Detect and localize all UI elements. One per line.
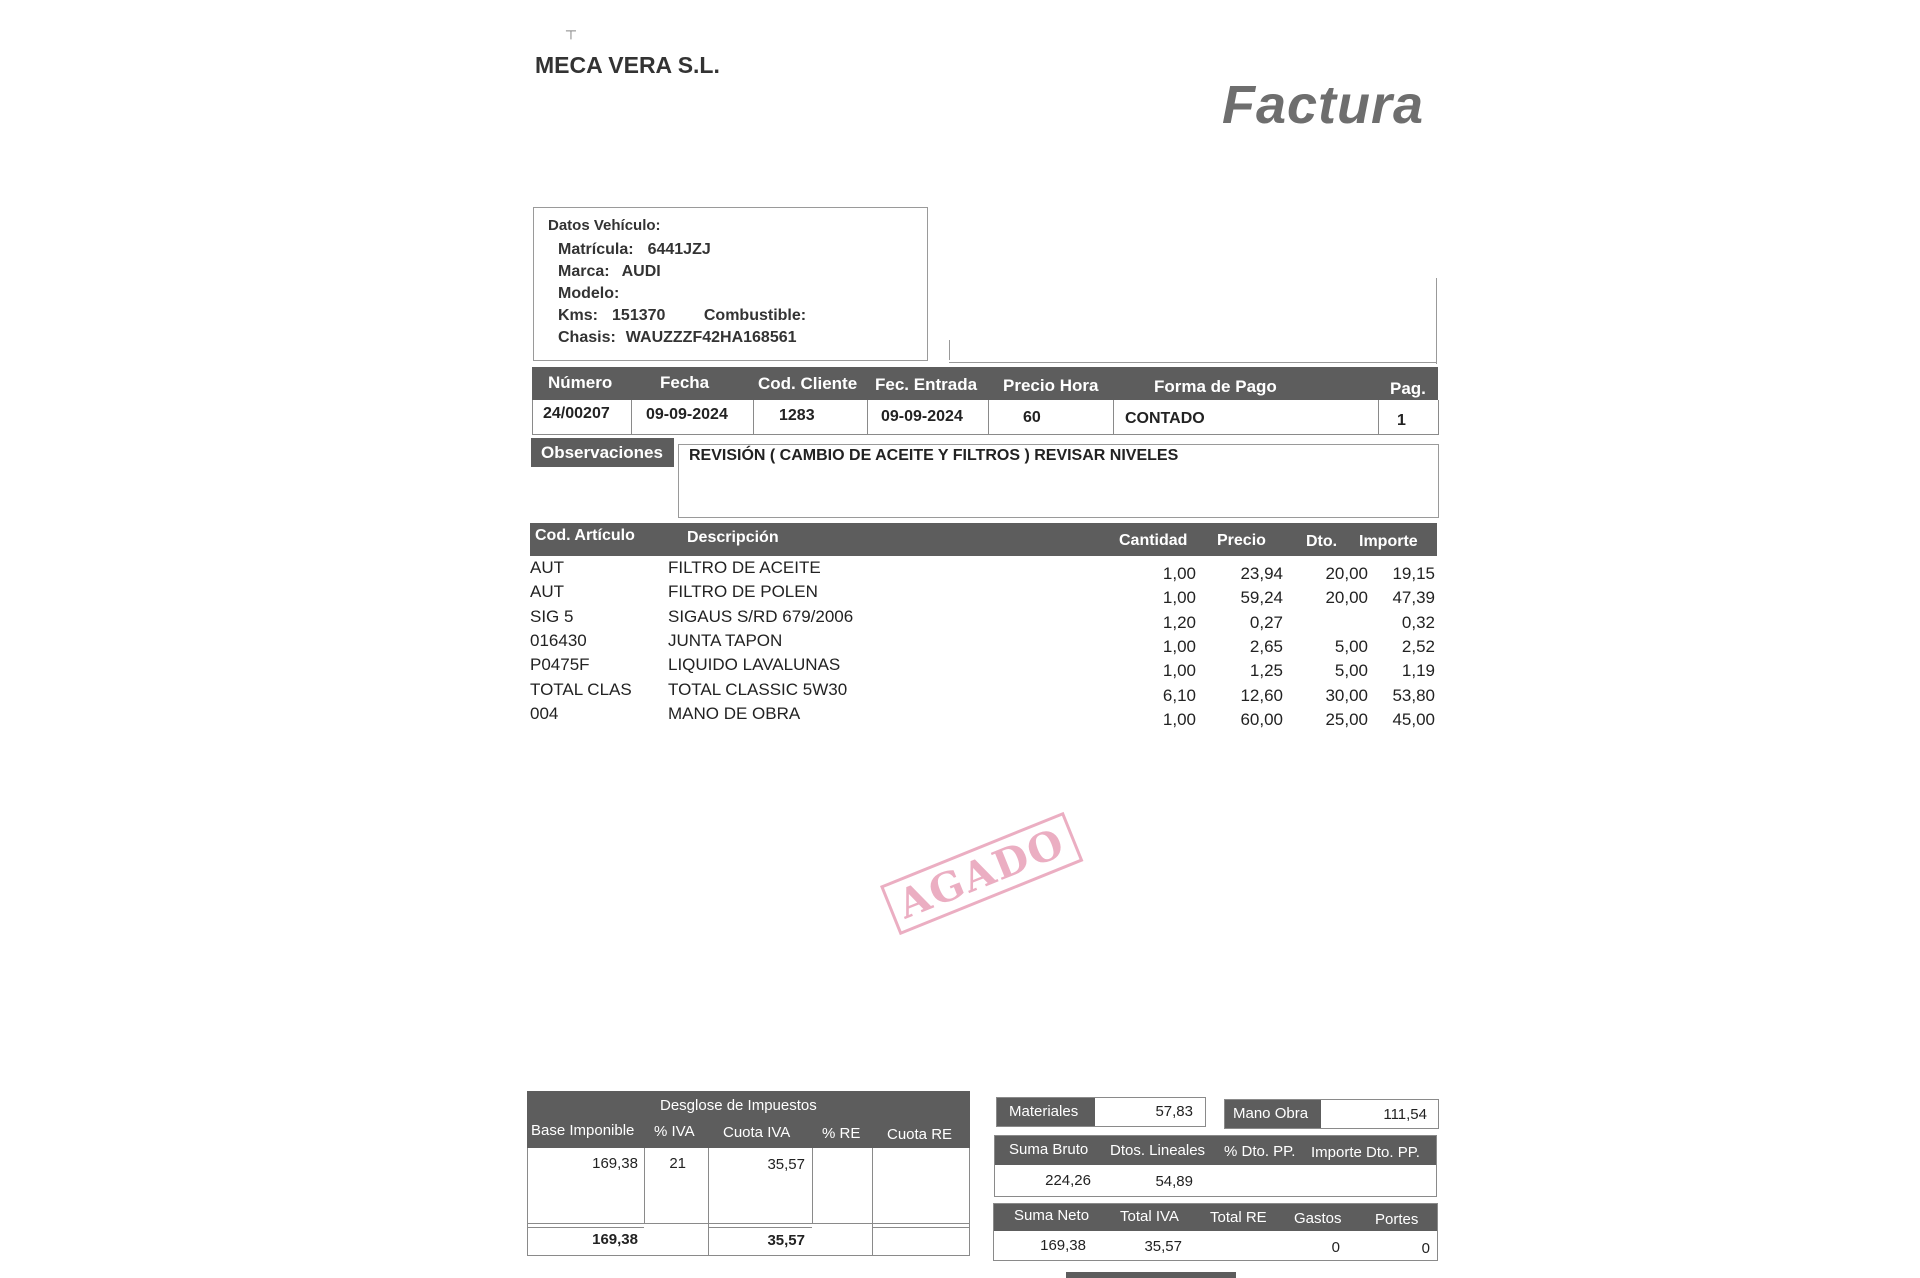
kms-value: 151370: [612, 307, 666, 324]
item-description: TOTAL CLASSIC 5W30: [668, 679, 848, 699]
date-header: Fecha: [660, 373, 710, 392]
item-row: [530, 680, 1440, 704]
item-row: [530, 607, 1440, 631]
item-quantity: 1,00: [1162, 709, 1196, 729]
items-list: [530, 558, 1440, 738]
item-discount: 30,00: [1325, 685, 1368, 705]
item-price: 60,00: [1240, 709, 1283, 729]
tax-breakdown-body: [527, 1148, 970, 1256]
brand-label: Marca:: [558, 263, 610, 280]
item-quantity: 1,00: [1162, 636, 1196, 656]
entry-date: 09-09-2024: [881, 408, 963, 425]
document-title: Factura: [1222, 75, 1425, 135]
observations-box: [678, 444, 1439, 518]
tax-breakdown-header: [527, 1091, 970, 1148]
total-vat-value: 35,57: [1144, 1238, 1182, 1255]
item-description: FILTRO DE POLEN: [668, 582, 818, 602]
tax-breakdown-title: Desglose de Impuestos: [660, 1097, 817, 1114]
item-row: [530, 558, 1440, 582]
client-code-header: Cod. Cliente: [758, 374, 858, 393]
vat-amount-total: 35,57: [767, 1232, 805, 1249]
item-code: SIG 5: [530, 606, 574, 626]
observations-text: REVISIÓN ( CAMBIO DE ACEITE Y FILTROS ) REVISAR NIVELES: [689, 447, 1179, 464]
item-quantity: 1,20: [1162, 612, 1196, 632]
vat-amount-value: 35,57: [767, 1156, 805, 1173]
tax-base-value: 169,38: [592, 1155, 638, 1172]
item-price: 0,27: [1249, 612, 1283, 632]
item-code-header: Cod. Artículo: [535, 527, 635, 544]
net-sum-value: 169,38: [1040, 1237, 1086, 1254]
vehicle-kms-row: [558, 307, 816, 325]
model-label: Modelo:: [558, 285, 620, 302]
hour-price: 60: [1023, 409, 1041, 426]
shipping-value: 0: [1421, 1240, 1430, 1257]
item-amount: 0,32: [1401, 612, 1435, 632]
item-price: 1,25: [1249, 661, 1283, 681]
item-amount: 53,80: [1392, 685, 1435, 705]
tax-base-total: 169,38: [592, 1231, 638, 1248]
price-header: Precio: [1217, 532, 1266, 549]
item-quantity: 1,00: [1162, 588, 1196, 608]
invoice-header-labels: [532, 367, 1438, 400]
item-description: MANO DE OBRA: [668, 703, 801, 723]
materials-label: Materiales: [1009, 1103, 1079, 1120]
client-box-right-edge: [1436, 278, 1438, 364]
item-price: 12,60: [1240, 685, 1283, 705]
item-code: TOTAL CLAS: [530, 679, 632, 699]
quantity-header: Cantidad: [1119, 532, 1188, 549]
item-price: 2,65: [1249, 636, 1283, 656]
item-quantity: 6,10: [1162, 685, 1196, 705]
item-amount: 47,39: [1392, 588, 1435, 608]
client-code: 1283: [779, 407, 815, 424]
line-discounts-value: 54,89: [1155, 1173, 1193, 1190]
scan-mark: ┬: [566, 22, 576, 38]
vat-rate-label: % IVA: [654, 1123, 695, 1140]
item-discount: 5,00: [1334, 661, 1368, 681]
expenses-value: 0: [1331, 1239, 1340, 1256]
labor-value: 111,54: [1383, 1106, 1427, 1123]
item-code: 004: [530, 703, 559, 723]
plate-label: Matrícula:: [558, 241, 634, 258]
gross-sum-label: Suma Bruto: [1009, 1141, 1089, 1158]
payment-method: CONTADO: [1125, 410, 1205, 427]
shipping-label: Portes: [1375, 1211, 1419, 1228]
net-summary-box: [993, 1203, 1438, 1261]
items-header-bar: [530, 523, 1437, 556]
tax-base-label: Base Imponible: [531, 1122, 635, 1139]
plate-value: 6441JZJ: [647, 241, 711, 258]
total-vat-label: Total IVA: [1120, 1208, 1179, 1225]
observations-label-bar: [531, 438, 674, 467]
item-description: FILTRO DE ACEITE: [668, 558, 821, 577]
gross-summary-box: [994, 1135, 1437, 1197]
hour-price-header: Precio Hora: [1003, 376, 1099, 395]
net-sum-label: Suma Neto: [1014, 1207, 1090, 1224]
item-row: [530, 582, 1440, 606]
item-row: [530, 655, 1440, 679]
item-description: LIQUIDO LAVALUNAS: [668, 655, 841, 675]
next-section-bar: [1066, 1272, 1236, 1278]
observations-label: Observaciones: [541, 443, 663, 462]
labor-box: [1224, 1099, 1439, 1129]
item-row: [530, 704, 1440, 728]
brand-value: AUDI: [621, 263, 661, 280]
amount-header: Importe: [1359, 533, 1418, 550]
re-rate-label: % RE: [822, 1125, 861, 1142]
client-box-bottom-edge: [949, 362, 1437, 363]
chassis-label: Chasis:: [558, 329, 616, 346]
invoice-number: 24/00207: [543, 405, 610, 422]
paid-stamp: AGADO: [880, 812, 1083, 935]
vehicle-brand-row: [558, 263, 661, 281]
item-code: P0475F: [530, 655, 590, 675]
kms-label: Kms:: [558, 307, 599, 324]
payment-method-header: Forma de Pago: [1154, 377, 1277, 396]
expenses-label: Gastos: [1294, 1210, 1342, 1227]
vat-amount-label: Cuota IVA: [723, 1124, 791, 1141]
item-discount: 20,00: [1325, 588, 1368, 608]
materials-box: [996, 1097, 1206, 1127]
item-row: [530, 631, 1440, 655]
item-amount: 19,15: [1392, 564, 1435, 583]
vat-rate-value: 21: [669, 1155, 686, 1172]
chassis-value: WAUZZZF42HA168561: [625, 329, 797, 346]
pp-discount-amount-label: Importe Dto. PP.: [1311, 1144, 1420, 1161]
item-code: AUT: [530, 582, 564, 602]
item-amount: 2,52: [1401, 636, 1435, 656]
vehicle-data-header: Datos Vehículo:: [548, 217, 661, 234]
discount-header: Dto.: [1306, 533, 1338, 550]
vehicle-plate-row: [558, 241, 711, 259]
vehicle-model-row: [558, 285, 629, 303]
vehicle-data-box: [533, 207, 928, 361]
item-quantity: 1,00: [1162, 564, 1196, 583]
company-name: MECA VERA S.L.: [535, 52, 720, 78]
item-code: 016430: [530, 630, 587, 650]
item-quantity: 1,00: [1162, 661, 1196, 681]
entry-date-header: Fec. Entrada: [875, 375, 978, 394]
number-header: Número: [548, 373, 613, 392]
page-number: 1: [1397, 412, 1406, 429]
item-discount: 5,00: [1334, 636, 1368, 656]
item-discount: 25,00: [1325, 709, 1368, 729]
item-code: AUT: [530, 558, 564, 577]
item-amount: 1,19: [1401, 661, 1435, 681]
fuel-label: Combustible:: [703, 307, 807, 324]
invoice-date: 09-09-2024: [646, 406, 728, 423]
invoice-values-row: [532, 400, 1439, 435]
description-header: Descripción: [687, 529, 779, 546]
item-amount: 45,00: [1392, 709, 1435, 729]
item-price: 59,24: [1240, 588, 1283, 608]
gross-sum-value: 224,26: [1045, 1172, 1091, 1189]
labor-label: Mano Obra: [1233, 1105, 1309, 1122]
item-price: 23,94: [1240, 564, 1283, 583]
materials-value: 57,83: [1155, 1103, 1193, 1120]
vehicle-chassis-row: [558, 329, 797, 347]
page-header: Pag.: [1390, 379, 1426, 398]
item-discount: 20,00: [1325, 564, 1368, 583]
item-description: SIGAUS S/RD 679/2006: [668, 606, 854, 626]
re-amount-label: Cuota RE: [887, 1126, 953, 1143]
client-box-left-edge: [949, 340, 953, 360]
line-discounts-label: Dtos. Lineales: [1110, 1142, 1206, 1159]
pp-discount-rate-label: % Dto. PP.: [1224, 1143, 1296, 1160]
total-re-label: Total RE: [1210, 1209, 1267, 1226]
item-description: JUNTA TAPON: [668, 630, 783, 650]
